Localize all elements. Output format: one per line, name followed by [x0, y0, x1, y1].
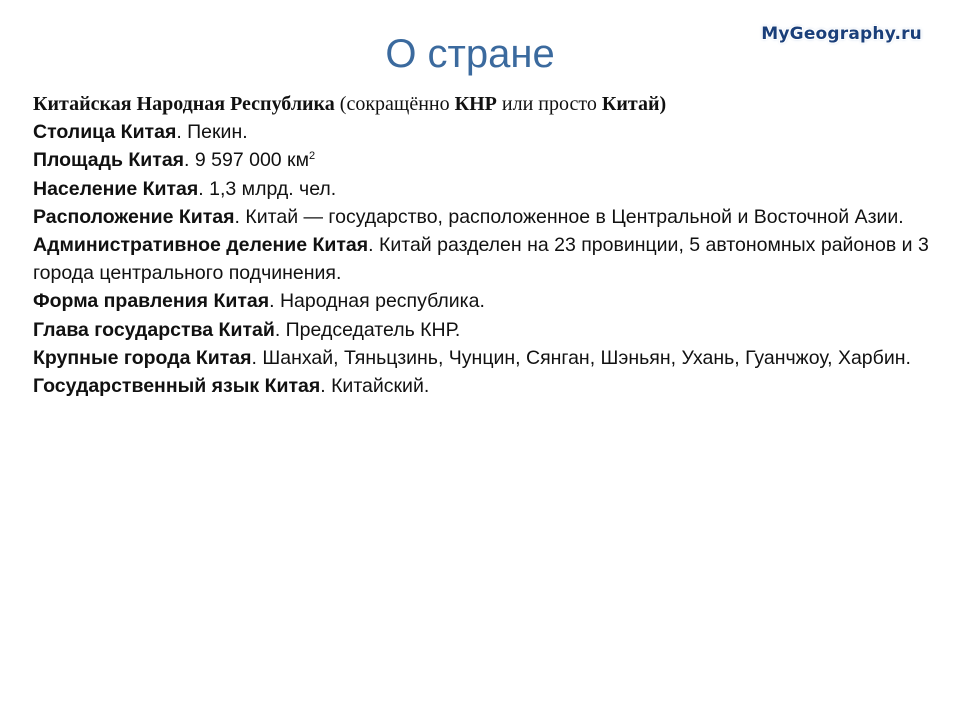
fact-head-of-state [33, 316, 933, 344]
fact-capital [33, 118, 933, 146]
fact-text: . Шанхай, Тяньцзинь, Чунцин, Сянган, Шэньян, Ухань, Гуанчжоу, Харбин. [251, 346, 911, 369]
fact-label: Форма правления Китая [33, 290, 270, 313]
fact-label: Площадь Китая [33, 149, 185, 172]
fact-label: Административное деление Китая [33, 234, 369, 257]
fact-government-form [33, 287, 933, 315]
fact-text: . Председатель КНР. [274, 318, 461, 341]
fact-text: . Народная республика. [269, 290, 485, 313]
fact-label: Столица Китая [33, 121, 177, 144]
fact-label: Китай) [601, 93, 667, 115]
country-facts [33, 90, 933, 400]
page-title: О стране [385, 32, 555, 76]
fact-label: КНР [454, 93, 497, 115]
site-logo: MyGeography.ru [761, 24, 922, 44]
fact-area [33, 146, 933, 174]
fact-text: (сокращённо [334, 93, 455, 115]
fact-label: Государственный язык Китая [33, 375, 321, 398]
fact-text: или просто [496, 93, 602, 115]
fact-text: . 1,3 млрд. чел. [198, 177, 337, 200]
fact-text: . Китай — государство, расположенное в Центральной и Восточной Азии. [234, 205, 904, 228]
fact-full-name [33, 90, 933, 118]
fact-label: Расположение Китая [33, 205, 235, 228]
fact-text: . Китай разделен на 23 провинции, 5 автономных районов и 3 города центрального подчинения. [33, 234, 929, 285]
fact-label: Крупные города Китая [33, 346, 252, 369]
fact-administrative-division [33, 231, 933, 287]
superscript: 2 [309, 150, 316, 163]
fact-label: Глава государства Китай [33, 318, 275, 341]
fact-location [33, 203, 933, 231]
fact-major-cities [33, 344, 933, 372]
fact-text: . Китайский. [320, 375, 430, 398]
fact-text: . 9 597 000 км [184, 149, 309, 172]
fact-label: Китайская Народная Республика [33, 93, 335, 115]
fact-official-language [33, 372, 933, 400]
fact-label: Население Китая [33, 177, 199, 200]
fact-text: . Пекин. [176, 121, 248, 144]
fact-population [33, 175, 933, 203]
